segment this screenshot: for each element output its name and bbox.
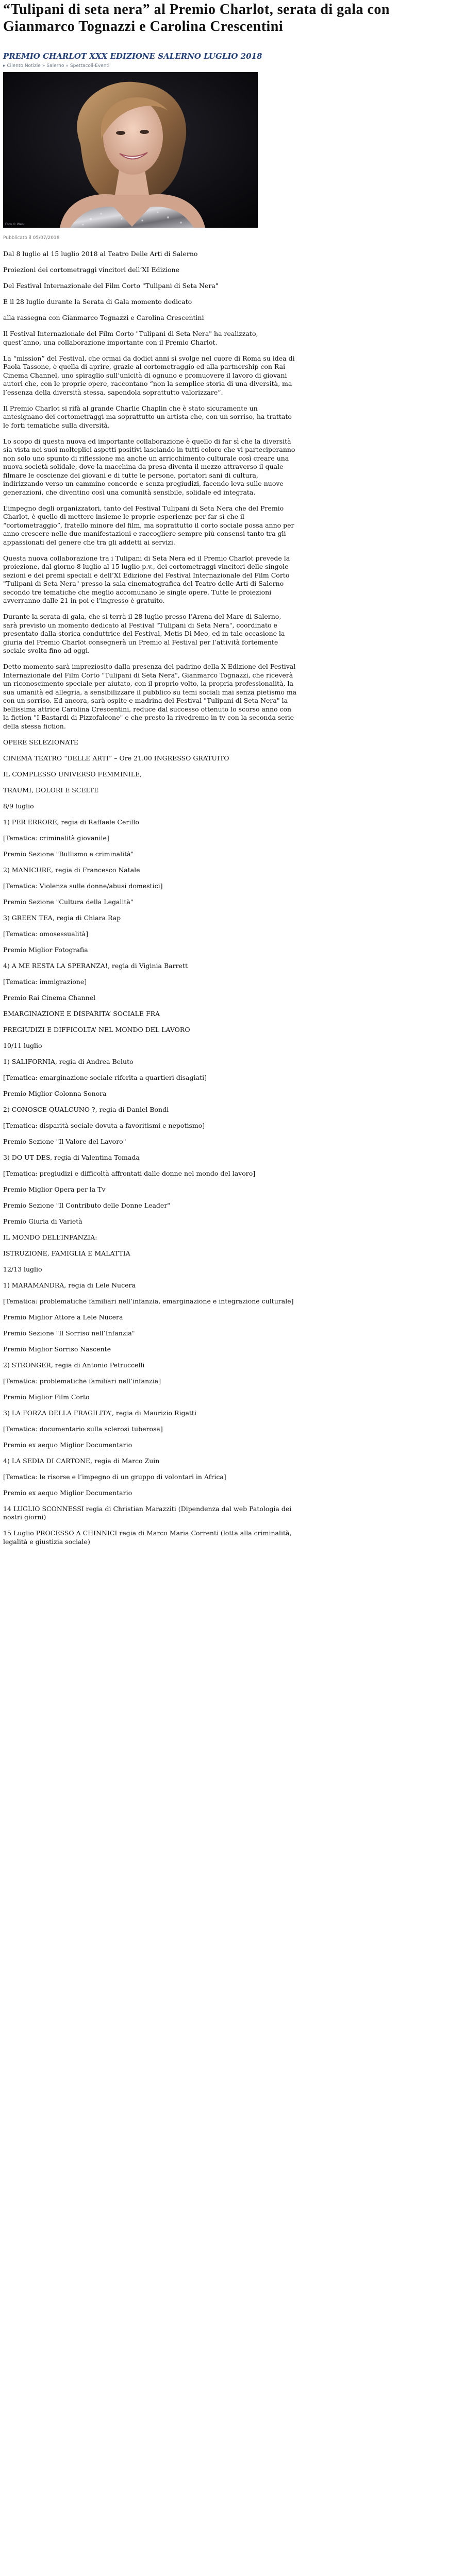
article-paragraph: [Tematica: omosessualità] xyxy=(3,929,89,938)
breadcrumb-item-spettacoli-eventi[interactable]: Spettacoli-Eventi xyxy=(70,63,110,69)
breadcrumb-separator: » xyxy=(42,63,45,69)
article-hero-image xyxy=(3,72,258,228)
article-paragraph: 1) MARAMANDRA, regia di Lele Nucera xyxy=(3,1281,136,1289)
article-paragraph: [Tematica: documentario sulla sclerosi tuberosa] xyxy=(3,1425,163,1433)
article-paragraph: Proiezioni dei cortometraggi vincitori dell’XI Edizione xyxy=(3,266,179,274)
portrait-photo xyxy=(3,72,258,228)
article-paragraph: Premio Miglior Fotografia xyxy=(3,945,88,954)
article-paragraph: [Tematica: Violenza sulle donne/abusi domestici] xyxy=(3,882,163,890)
article-paragraph: [Tematica: immigrazione] xyxy=(3,977,87,986)
article-paragraph: Premio Miglior Attore a Lele Nucera xyxy=(3,1313,123,1321)
article-paragraph: Del Festival Internazionale del Film Corto "Tulipani di Seta Nera" xyxy=(3,282,219,290)
article-paragraph: E il 28 luglio durante la Serata di Gala momento dedicato xyxy=(3,298,192,306)
article-paragraph: EMARGINAZIONE E DISPARITA’ SOCIALE FRA xyxy=(3,1009,160,1018)
article-paragraph: [Tematica: pregiudizi e difficoltà affrontati dalle donne nel mondo del lavoro] xyxy=(3,1169,256,1177)
article-paragraph: CINEMA TEATRO “DELLE ARTI” – Ore 21.00 INGRESSO GRATUITO xyxy=(3,754,229,762)
article-paragraph: 12/13 luglio xyxy=(3,1265,42,1273)
article-paragraph: ISTRUZIONE, FAMIGLIA E MALATTIA xyxy=(3,1249,130,1257)
article-paragraph: [Tematica: le risorse e l’impegno di un gruppo di volontari in Africa] xyxy=(3,1472,226,1481)
article-paragraph: L’impegno degli organizzatori, tanto del Festival Tulipani di Seta Nera che del Premio Charlot, è quello di mettere insieme le proprie esperienze per far sì che il “cortometraggio”, fratello minore del film, ma soprattutto il corto sociale possa anno per anno crescere nelle due manifestazioni e raccogliere sempre più consensi tanto tra gli appassionati del genere che tra gli addetti ai servizi. xyxy=(3,504,294,546)
article-paragraph: Premio Rai Cinema Channel xyxy=(3,993,96,1002)
article-body xyxy=(3,250,461,1546)
article-paragraph: 8/9 luglio xyxy=(3,802,34,810)
article-paragraph: Il Premio Charlot si rifà al grande Charlie Chaplin che è stato sicuramente un antesignano dei cortometraggi ma soprattutto un artista che, con un sorriso, ha trattato le forti tematiche sulla diversità. xyxy=(3,404,292,429)
article-paragraph: 3) DO UT DES, regia di Valentina Tomada xyxy=(3,1153,140,1161)
article-paragraph: 2) MANICURE, regia di Francesco Natale xyxy=(3,866,140,874)
article-paragraph: IL COMPLESSO UNIVERSO FEMMINILE, xyxy=(3,770,142,778)
article-paragraph: 2) STRONGER, regia di Antonio Petruccelli xyxy=(3,1361,145,1369)
breadcrumb xyxy=(3,63,461,69)
article-subtitle: PREMIO CHARLOT XXX EDIZIONE SALERNO LUGLIO 2018 xyxy=(3,52,262,61)
article-paragraph: OPERE SELEZIONATE xyxy=(3,738,79,746)
article-paragraph: 1) PER ERRORE, regia di Raffaele Cerillo xyxy=(3,818,139,826)
article-paragraph: Il Festival Internazionale del Film Corto "Tulipani di Seta Nera" ha realizzato, quest’anno, una collaborazione importante con il Premio Charlot. xyxy=(3,330,258,346)
article-paragraph: Premio Sezione "Bullismo e criminalità" xyxy=(3,850,134,858)
article-paragraph: [Tematica: problematiche familiari nell’infanzia] xyxy=(3,1377,161,1385)
breadcrumb-bullet-icon: ▸ xyxy=(3,63,7,69)
article-paragraph: Premio Sezione "Il Sorriso nell’Infanzia" xyxy=(3,1329,135,1337)
breadcrumb-separator: » xyxy=(65,63,69,69)
article-paragraph: 1) SALIFORNIA, regia di Andrea Beluto xyxy=(3,1057,134,1065)
article-paragraph: Questa nuova collaborazione tra i Tulipani di Seta Nera ed il Premio Charlot prevede la proiezione, dal giorno 8 luglio al 15 luglio p.v., dei cortometraggi vincitori delle singole sezioni e dei premi speciali e dell’XI Edizione del Festival Internazionale del Film Corto "Tulipani di Seta Nera" presso la sala cinematografica del Teatro delle Arti di Salerno secondo tre tematiche che meglio accomunano le single opere. Tutte le proiezioni avverranno dalle 21 in poi e l’ingresso è gratuito. xyxy=(3,554,290,604)
publish-date: Pubblicato il 05/07/2018 xyxy=(3,235,60,241)
article-paragraph: Premio Miglior Opera per la Tv xyxy=(3,1185,106,1193)
article-paragraph: [Tematica: emarginazione sociale riferita a quartieri disagiati] xyxy=(3,1073,207,1081)
article-paragraph: [Tematica: criminalità giovanile] xyxy=(3,834,109,842)
article-paragraph: alla rassegna con Gianmarco Tognazzi e Carolina Crescentini xyxy=(3,314,204,321)
article-paragraph: Dal 8 luglio al 15 luglio 2018 al Teatro Delle Arti di Salerno xyxy=(3,250,198,258)
image-credit: Foto © Web xyxy=(5,223,24,226)
article-paragraph: Premio ex aequo Miglior Documentario xyxy=(3,1440,132,1449)
article-paragraph: La “mission” del Festival, che ormai da dodici anni si svolge nel cuore di Roma su idea di Paola Tassone, è quella di aprire, grazie al cortometraggio ed alla partnership con Rai Cinema Channel, uno spiraglio sull’unicità di ognuno e promuovere il lavoro di giovani autori che, con le proprie opere, raccontano “non la semplice storia di una diversità, ma l’essenza della diversità stessa, sapendola soprattutto valorizzare”. xyxy=(3,354,295,396)
breadcrumb-item-cilento-notizie[interactable]: Cilento Notizie xyxy=(7,63,41,69)
article-paragraph: IL MONDO DELL’INFANZIA: xyxy=(3,1233,97,1241)
article-paragraph: Durante la serata di gala, che si terrà il 28 luglio presso l’Arena del Mare di Salerno, sarà previsto un momento dedicato al Festival "Tulipani di Seta Nera", coordinato e presentato dalla storica conduttrice del Festival, Metis Di Meo, ed in tale occasione la giuria del Premio Charlot consegnerà un Premio al Festival per l’attività fortemente sociale svolta fino ad oggi. xyxy=(3,613,285,654)
article-paragraph: Detto momento sarà impreziosito dalla presenza del padrino della X Edizione del Festival Internazionale del Film Corto "Tulipani di Seta Nera", Gianmarco Tognazzi, che riceverà un riconoscimento speciale per aiutato, con il proprio volto, la propria professionalità, la sua umanità ed allegria, a sensibilizzare il pubblico su temi sociali mai senza pietismo ma con un sorriso. Ed ancora, sarà ospite e madrina del Festival "Tulipani di Seta Nera" la bellissima attrice Carolina Crescentini, reduce dal successo ottenuto lo scorso anno con la fiction "I Bastardi di Pizzofalcone" e che presto la rivedremo in tv con la seconda serie della stessa fiction. xyxy=(3,663,297,730)
article-paragraph: 15 Luglio PROCESSO A CHINNICI regia di Marco Maria Correnti (lotta alla criminalità, legalità e giustizia sociale) xyxy=(3,1529,292,1546)
article-headline: “Tulipani di seta nera” al Premio Charlot, serata di gala con Gianmarco Tognazzi e Carolina Crescentini xyxy=(3,2,390,35)
article-paragraph: 4) A ME RESTA LA SPERANZA!, regia di Viginia Barrett xyxy=(3,961,188,970)
article-paragraph: Premio Miglior Film Corto xyxy=(3,1393,90,1401)
article-paragraph: Premio Miglior Sorriso Nascente xyxy=(3,1345,111,1353)
article-paragraph: [Tematica: problematiche familiari nell’infanzia, emarginazione e integrazione culturale] xyxy=(3,1297,294,1305)
article-paragraph: PREGIUDIZI E DIFFICOLTA’ NEL MONDO DEL LAVORO xyxy=(3,1025,190,1033)
article-paragraph: 14 LUGLIO SCONNESSI regia di Christian Marazziti (Dipendenza dal web Patologia dei nostri giorni) xyxy=(3,1504,292,1521)
article-paragraph: Premio Miglior Colonna Sonora xyxy=(3,1089,107,1097)
article-paragraph: Premio Sezione "Cultura della Legalità" xyxy=(3,897,134,906)
article-paragraph: 4) LA SEDIA DI CARTONE, regia di Marco Zuin xyxy=(3,1456,160,1465)
article-paragraph: 3) GREEN TEA, regia di Chiara Rap xyxy=(3,913,121,922)
article-paragraph: Premio ex aequo Miglior Documentario xyxy=(3,1488,132,1497)
article-paragraph: Premio Sezione "Il Contributo delle Donne Leader" xyxy=(3,1201,171,1209)
article-paragraph: 2) CONOSCE QUALCUNO ?, regia di Daniel Bondi xyxy=(3,1105,169,1113)
article-paragraph: 3) LA FORZA DELLA FRAGILITA’, regia di Maurizio Rigatti xyxy=(3,1409,196,1417)
article-paragraph: Premio Giuria di Varietà xyxy=(3,1217,82,1225)
article-paragraph: Premio Sezione "Il Valore del Lavoro" xyxy=(3,1137,126,1145)
article-paragraph: TRAUMI, DOLORI E SCELTE xyxy=(3,786,99,794)
breadcrumb-item-salerno[interactable]: Salerno xyxy=(46,63,64,69)
article-paragraph: 10/11 luglio xyxy=(3,1041,42,1049)
article-paragraph: [Tematica: disparità sociale dovuta a favoritismi e nepotismo] xyxy=(3,1121,205,1129)
article-paragraph: Lo scopo di questa nuova ed importante collaborazione è quello di far sì che la diversità sia vista nei suoi molteplici aspetti positivi lasciando in tutti coloro che vi parteciperanno non solo uno spunto di riflessione ma anche un arricchimento culturale così creare una nuova società solidale, dove la macchina da presa diventa il mezzo attraverso il quale filmare le coscienze dei giovani e di tutte le persone, portatori sani di cultura, indirizzando verso un cammino concorde e senza pregiudizi, facendo leva sulle nuove generazioni, che diventino così una comunità sensibile, solidale ed integrata. xyxy=(3,437,295,496)
